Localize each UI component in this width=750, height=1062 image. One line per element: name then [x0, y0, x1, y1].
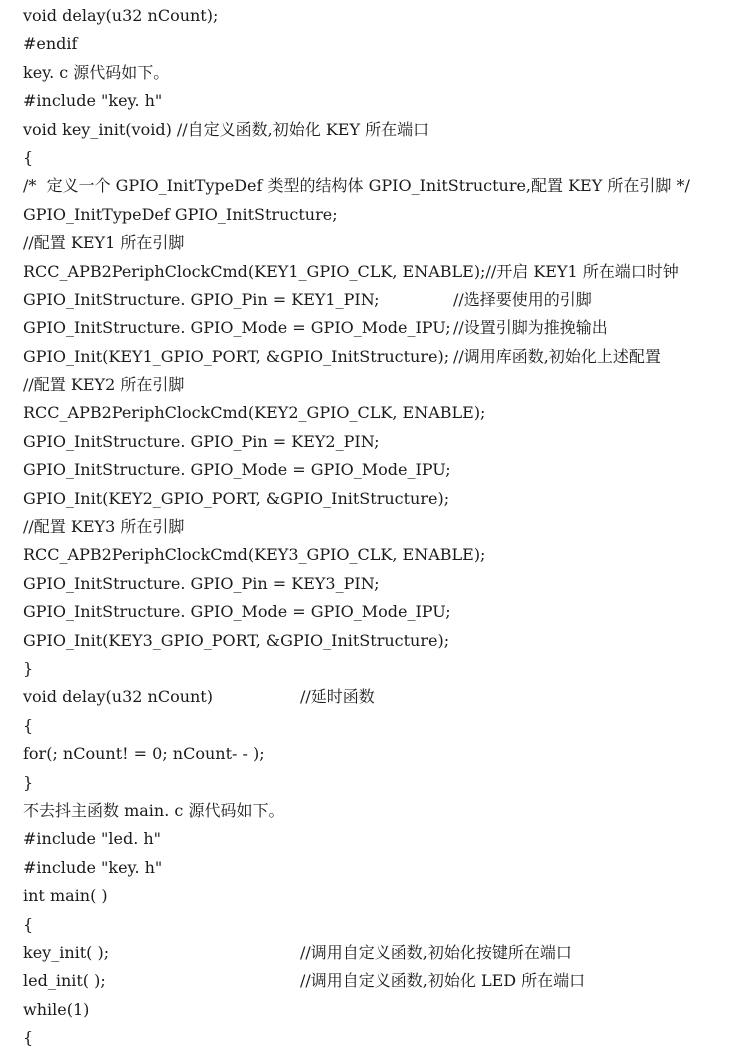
- code-text: void delay(u32 nCount): [23, 687, 213, 707]
- code-text: {: [23, 914, 34, 934]
- code-comment: //选择要使用的引脚: [453, 289, 592, 309]
- code-text: GPIO_InitStructure. GPIO_Pin = KEY3_PIN;: [23, 573, 380, 593]
- code-text: #include "led. h": [23, 829, 162, 849]
- code-text: GPIO_InitStructure. GPIO_Pin = KEY2_PIN;: [23, 431, 380, 451]
- code-line: [23, 655, 750, 683]
- code-line: [23, 2, 750, 30]
- code-line: [23, 59, 750, 87]
- code-text: int main( ): [23, 886, 108, 906]
- code-text: RCC_APB2PeriphClockCmd(KEY1_GPIO_CLK, ENABLE);//开启 KEY1 所在端口时钟: [23, 261, 679, 281]
- code-line: [23, 286, 750, 314]
- code-text: {: [23, 1028, 34, 1048]
- code-text: RCC_APB2PeriphClockCmd(KEY3_GPIO_CLK, ENABLE);: [23, 545, 486, 565]
- code-line: [23, 797, 750, 825]
- code-text: GPIO_Init(KEY3_GPIO_PORT, &GPIO_InitStructure);: [23, 630, 450, 650]
- code-line: [23, 854, 750, 882]
- code-text: GPIO_InitStructure. GPIO_Mode = GPIO_Mode_IPU;: [23, 602, 451, 622]
- code-comment: //调用自定义函数,初始化按键所在端口: [300, 942, 572, 962]
- code-line: [23, 371, 750, 399]
- code-line: [23, 712, 750, 740]
- code-text: 不去抖主函数 main. c 源代码如下。: [23, 800, 285, 820]
- code-comment: //调用自定义函数,初始化 LED 所在端口: [300, 971, 586, 991]
- code-line: [23, 541, 750, 569]
- code-text: {: [23, 147, 34, 167]
- code-line: [23, 967, 750, 995]
- code-line: [23, 428, 750, 456]
- code-line: [23, 825, 750, 853]
- code-text: void delay(u32 nCount);: [23, 6, 219, 25]
- code-text: while(1): [23, 999, 90, 1019]
- code-line: [23, 258, 750, 286]
- code-line: [23, 116, 750, 144]
- code-line: [23, 399, 750, 427]
- code-line: [23, 627, 750, 655]
- code-text: GPIO_InitStructure. GPIO_Mode = GPIO_Mode_IPU;: [23, 318, 451, 338]
- code-text: #endif: [23, 34, 78, 54]
- code-text: #include "key. h": [23, 857, 163, 877]
- code-text: GPIO_InitStructure. GPIO_Pin = KEY1_PIN;: [23, 289, 380, 309]
- code-text: //配置 KEY2 所在引脚: [23, 375, 185, 395]
- code-line: [23, 882, 750, 910]
- code-text: }: [23, 772, 34, 792]
- code-line: [23, 30, 750, 58]
- code-text: }: [23, 658, 34, 678]
- code-line: [23, 939, 750, 967]
- code-line: [23, 343, 750, 371]
- code-line: [23, 996, 750, 1024]
- code-line: [23, 769, 750, 797]
- code-line: [23, 456, 750, 484]
- code-line: [23, 314, 750, 342]
- code-line: [23, 172, 750, 200]
- code-text: //配置 KEY3 所在引脚: [23, 517, 185, 537]
- code-line: [23, 201, 750, 229]
- code-line: [23, 598, 750, 626]
- code-line: [23, 1024, 750, 1052]
- code-text: key. c 源代码如下。: [23, 62, 170, 82]
- code-text: GPIO_InitStructure. GPIO_Mode = GPIO_Mode_IPU;: [23, 460, 451, 480]
- code-text: GPIO_Init(KEY2_GPIO_PORT, &GPIO_InitStructure);: [23, 488, 450, 508]
- code-line: [23, 740, 750, 768]
- code-line: [23, 683, 750, 711]
- code-line: [23, 911, 750, 939]
- code-text: /* 定义一个 GPIO_InitTypeDef 类型的结构体 GPIO_InitStructure,配置 KEY 所在引脚 */: [23, 176, 690, 196]
- code-text: key_init( );: [23, 942, 110, 962]
- code-text: #include "key. h": [23, 91, 163, 111]
- code-text: led_init( );: [23, 971, 106, 991]
- code-text: void key_init(void) //自定义函数,初始化 KEY 所在端口: [23, 119, 430, 139]
- code-text: RCC_APB2PeriphClockCmd(KEY2_GPIO_CLK, ENABLE);: [23, 403, 486, 423]
- code-line: [23, 229, 750, 257]
- code-comment: //延时函数: [300, 687, 375, 707]
- code-comment: //调用库函数,初始化上述配置: [453, 346, 661, 366]
- code-text: for(; nCount! = 0; nCount- - );: [23, 744, 265, 764]
- code-line: [23, 485, 750, 513]
- code-line: [23, 570, 750, 598]
- code-text: GPIO_Init(KEY1_GPIO_PORT, &GPIO_InitStructure);: [23, 346, 450, 366]
- code-text: //配置 KEY1 所在引脚: [23, 233, 185, 253]
- code-line: [23, 144, 750, 172]
- code-line: [23, 87, 750, 115]
- code-text: {: [23, 715, 34, 735]
- code-text: GPIO_InitTypeDef GPIO_InitStructure;: [23, 204, 338, 224]
- code-comment: //设置引脚为推挽输出: [453, 318, 608, 338]
- code-line: [23, 513, 750, 541]
